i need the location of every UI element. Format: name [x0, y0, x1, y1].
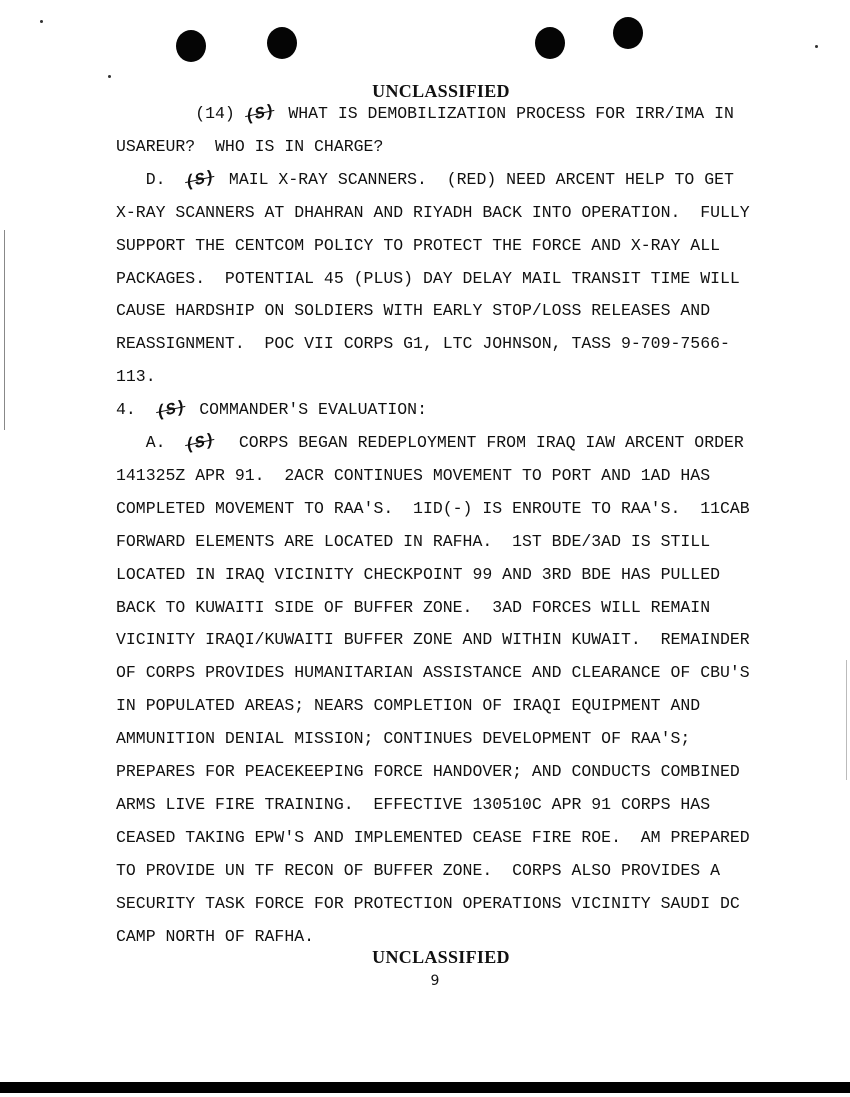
text-line	[116, 466, 710, 486]
line-text: CORPS BEGAN REDEPLOYMENT FROM IRAQ IAW ARCENT ORDER	[228, 433, 744, 452]
text-line	[116, 696, 700, 716]
footer-classification: UNCLASSIFIED	[372, 947, 510, 967]
paragraph-number: 4.	[116, 400, 156, 420]
line-text: WHAT IS DEMOBILIZATION PROCESS FOR IRR/IMA IN	[288, 104, 734, 123]
text-line	[195, 101, 734, 126]
line-text: FORWARD ELEMENTS ARE LOCATED IN RAFHA. 1ST BDE/3AD IS STILL	[116, 531, 711, 551]
text-line	[116, 762, 740, 782]
punch-hole	[613, 17, 643, 49]
redacted-classification-mark: (S)	[242, 101, 276, 126]
scan-speck	[108, 75, 111, 78]
text-line	[145, 166, 734, 192]
line-text: SUPPORT THE CENTCOM POLICY TO PROTECT THE FORCE AND X-RAY ALL	[116, 235, 720, 255]
line-text: COMPLETED MOVEMENT TO RAA'S. 1ID(-) IS ENROUTE TO RAA'S. 11CAB	[116, 498, 750, 518]
line-text: IN POPULATED AREAS; NEARS COMPLETION OF IRAQI EQUIPMENT AND	[116, 696, 701, 716]
redacted-classification-mark: (S)	[183, 166, 217, 192]
line-text: PREPARES FOR PEACEKEEPING FORCE HANDOVER; AND CONDUCTS COMBINED	[116, 762, 740, 781]
redacted-classification-mark: (S)	[153, 397, 187, 422]
scan-bottom-edge	[0, 1082, 850, 1093]
punch-hole	[176, 30, 206, 62]
text-line	[116, 301, 710, 321]
header-classification: UNCLASSIFIED	[372, 81, 510, 101]
line-text: X-RAY SCANNERS AT DHAHRAN AND RIYADH BACK INTO OPERATION. FULLY	[116, 202, 750, 222]
text-line	[116, 565, 720, 585]
text-line	[116, 137, 383, 157]
line-text: COMMANDER'S EVALUATION:	[199, 400, 427, 420]
scan-margin-line	[4, 230, 5, 430]
text-line	[116, 861, 720, 881]
scan-speck	[40, 20, 43, 23]
text-line	[116, 828, 750, 848]
text-line	[116, 927, 314, 947]
page-number: 9	[430, 973, 440, 989]
line-text: ARMS LIVE FIRE TRAINING. EFFECTIVE 130510C APR 91 CORPS HAS	[116, 794, 711, 814]
punch-hole	[267, 27, 297, 59]
line-text: CAMP NORTH OF RAFHA.	[116, 926, 315, 946]
text-line	[116, 397, 427, 422]
punch-hole	[535, 27, 565, 59]
text-line	[116, 894, 740, 914]
line-text: USAREUR? WHO IS IN CHARGE?	[116, 136, 384, 156]
line-text: TO PROVIDE UN TF RECON OF BUFFER ZONE. CORPS ALSO PROVIDES A	[116, 860, 720, 880]
paragraph-number: (14)	[195, 104, 245, 123]
line-text: PACKAGES. POTENTIAL 45 (PLUS) DAY DELAY MAIL TRANSIT TIME WILL	[116, 268, 740, 288]
line-text: BACK TO KUWAITI SIDE OF BUFFER ZONE. 3AD FORCES WILL REMAIN	[116, 597, 711, 617]
text-line	[116, 334, 730, 354]
text-line	[116, 729, 690, 749]
text-line	[116, 269, 740, 289]
text-line	[116, 795, 710, 815]
text-line	[116, 598, 710, 618]
redacted-classification-mark: (S)	[183, 430, 217, 455]
line-text: OF CORPS PROVIDES HUMANITARIAN ASSISTANCE AND CLEARANCE OF CBU'S	[116, 663, 750, 683]
paragraph-number: D.	[145, 169, 186, 189]
text-line	[116, 532, 710, 552]
line-text: SECURITY TASK FORCE FOR PROTECTION OPERATIONS VICINITY SAUDI DC	[116, 893, 740, 913]
line-text: 141325Z APR 91. 2ACR CONTINUES MOVEMENT TO PORT AND 1AD HAS	[116, 465, 711, 485]
line-text: AMMUNITION DENIAL MISSION; CONTINUES DEVELOPMENT OF RAA'S;	[116, 729, 691, 749]
line-text: REASSIGNMENT. POC VII CORPS G1, LTC JOHNSON, TASS 9-709-7566-	[116, 334, 730, 354]
line-text: MAIL X-RAY SCANNERS. (RED) NEED ARCENT HELP TO GET	[228, 169, 734, 189]
line-text: 113.	[116, 367, 156, 387]
text-line	[116, 236, 720, 256]
line-text: LOCATED IN IRAQ VICINITY CHECKPOINT 99 AND 3RD BDE HAS PULLED	[116, 564, 720, 584]
text-line	[116, 630, 750, 650]
paragraph-number: A.	[145, 433, 186, 452]
line-text: CEASED TAKING EPW'S AND IMPLEMENTED CEASE FIRE ROE. AM PREPARED	[116, 827, 750, 847]
text-line	[116, 203, 750, 223]
text-line	[145, 430, 744, 455]
text-line	[116, 499, 750, 519]
line-text: VICINITY IRAQI/KUWAITI BUFFER ZONE AND WITHIN KUWAIT. REMAINDER	[116, 630, 750, 650]
scan-margin-line	[846, 660, 847, 780]
text-line	[116, 663, 750, 683]
text-line	[116, 367, 156, 387]
line-text: CAUSE HARDSHIP ON SOLDIERS WITH EARLY STOP/LOSS RELEASES AND	[116, 301, 711, 321]
scan-speck	[815, 45, 818, 48]
